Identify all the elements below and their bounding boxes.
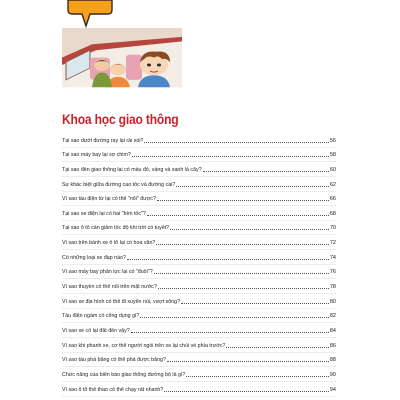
speech-bubble-illustration — [66, 0, 114, 28]
toc-entry-page-number: 72 — [329, 240, 336, 247]
toc-entry-page-number: 56 — [329, 137, 336, 144]
toc-entry[interactable] — [62, 162, 336, 177]
toc-entry[interactable] — [62, 294, 336, 309]
toc-entry[interactable] — [62, 323, 336, 338]
section-title: Khoa học giao thông — [62, 111, 179, 127]
toc-dot-leader — [127, 259, 329, 260]
toc-entry[interactable] — [62, 279, 336, 294]
toc-dot-leader — [131, 332, 329, 333]
toc-entry-page-number: 74 — [329, 254, 336, 261]
toc-entry-page-number: 80 — [329, 298, 336, 305]
toc-entry-question: Tại sao ô tô cần giảm tốc độ khi trời có tuyết? — [62, 225, 170, 232]
toc-dot-leader — [170, 229, 329, 230]
toc-entry-question: Vì sao tàu điện từ lại có thể "nổi" được? — [62, 196, 156, 203]
toc-dot-leader — [176, 186, 329, 187]
toc-entry-question: Tại sao đèn giao thông lại có màu đỏ, vàng và xanh lá cây? — [62, 166, 202, 173]
toc-entry-page-number: 62 — [329, 181, 336, 188]
toc-entry-page-number: 86 — [329, 342, 336, 349]
toc-entry-question: Sự khác biệt giữa đường cao tốc và đường cái? — [62, 181, 176, 188]
toc-entry-question: Có những loại xe đạp nào? — [62, 254, 126, 261]
toc-entry-page-number: 68 — [329, 210, 336, 217]
toc-entry[interactable] — [62, 221, 336, 236]
toc-entry-question: Vì sao xe cổ lại đắt đến vậy? — [62, 327, 130, 334]
toc-entry-question: Vì sao máy bay phản lực lại có "đuôi"? — [62, 269, 153, 276]
toc-entry[interactable] — [62, 177, 336, 192]
toc-dot-leader — [181, 303, 329, 304]
toc-entry-question: Tại sao xe điện lại có hai "bím tóc"? — [62, 210, 146, 217]
toc-entry-page-number: 60 — [329, 166, 336, 173]
toc-entry[interactable] — [62, 367, 336, 382]
toc-entry-page-number: 58 — [329, 152, 336, 159]
toc-entry-question: Tàu điện ngầm có công dụng gì? — [62, 313, 140, 320]
toc-dot-leader — [186, 376, 329, 377]
toc-entry[interactable] — [62, 353, 336, 368]
toc-entry-question: Vì sao tàu phá băng có thể phá được băng? — [62, 357, 166, 364]
toc-dot-leader — [140, 317, 328, 318]
toc-entry-question: Chức năng của biển báo giao thông đường bộ là gì? — [62, 371, 186, 378]
toc-dot-leader — [154, 273, 329, 274]
toc-entry-page-number: 84 — [329, 327, 336, 334]
toc-entry-page-number: 76 — [329, 269, 336, 276]
toc-entry[interactable] — [62, 309, 336, 324]
toc-entry-question: Vì sao thuyền có thể nổi trên mặt nước? — [62, 284, 157, 291]
toc-entry[interactable] — [62, 382, 336, 397]
toc-entry-question: Vì sao xe địa hình có thể đi xuyên núi, vượt sông? — [62, 298, 181, 305]
toc-entry-question: Tại sao dưới đường ray lại rải sỏi? — [62, 137, 144, 144]
toc-entry[interactable] — [62, 235, 336, 250]
toc-entry[interactable] — [62, 133, 336, 148]
toc-entry[interactable] — [62, 265, 336, 280]
toc-dot-leader — [147, 215, 329, 216]
toc-dot-leader — [132, 156, 329, 157]
toc-entry-page-number: 82 — [329, 313, 336, 320]
toc-entry-question: Tại sao máy bay lại sợ chim? — [62, 152, 131, 159]
toc-dot-leader — [144, 142, 328, 143]
toc-dot-leader — [167, 361, 329, 362]
toc-entry[interactable] — [62, 192, 336, 207]
toc-dot-leader — [203, 171, 329, 172]
toc-entry-question: Vì sao trên bánh xe ô tô lại có hoa văn? — [62, 240, 156, 247]
toc-dot-leader — [156, 244, 329, 245]
toc-entry-question: Vì sao khi phanh xe, cơ thể người ngồi trên xe lại chúi về phía trước? — [62, 342, 226, 349]
toc-entry-page-number: 90 — [329, 371, 336, 378]
toc-entry[interactable] — [62, 338, 336, 353]
toc-entry-page-number: 94 — [329, 386, 336, 393]
children-in-vehicle-illustration — [62, 28, 182, 108]
toc-entry[interactable] — [62, 250, 336, 265]
toc-entry-page-number: 66 — [329, 196, 336, 203]
toc-entry[interactable] — [62, 206, 336, 221]
toc-entry-page-number: 78 — [329, 284, 336, 291]
toc-entry-question: Vì sao ô tô thể thao có thể chạy rất nhanh? — [62, 386, 164, 393]
toc-dot-leader — [164, 391, 329, 392]
table-of-contents — [62, 133, 336, 397]
toc-entry-page-number: 70 — [329, 225, 336, 232]
toc-dot-leader — [226, 347, 329, 348]
toc-dot-leader — [157, 200, 329, 201]
toc-dot-leader — [158, 288, 329, 289]
toc-entry-page-number: 88 — [329, 357, 336, 364]
toc-entry[interactable] — [62, 148, 336, 163]
